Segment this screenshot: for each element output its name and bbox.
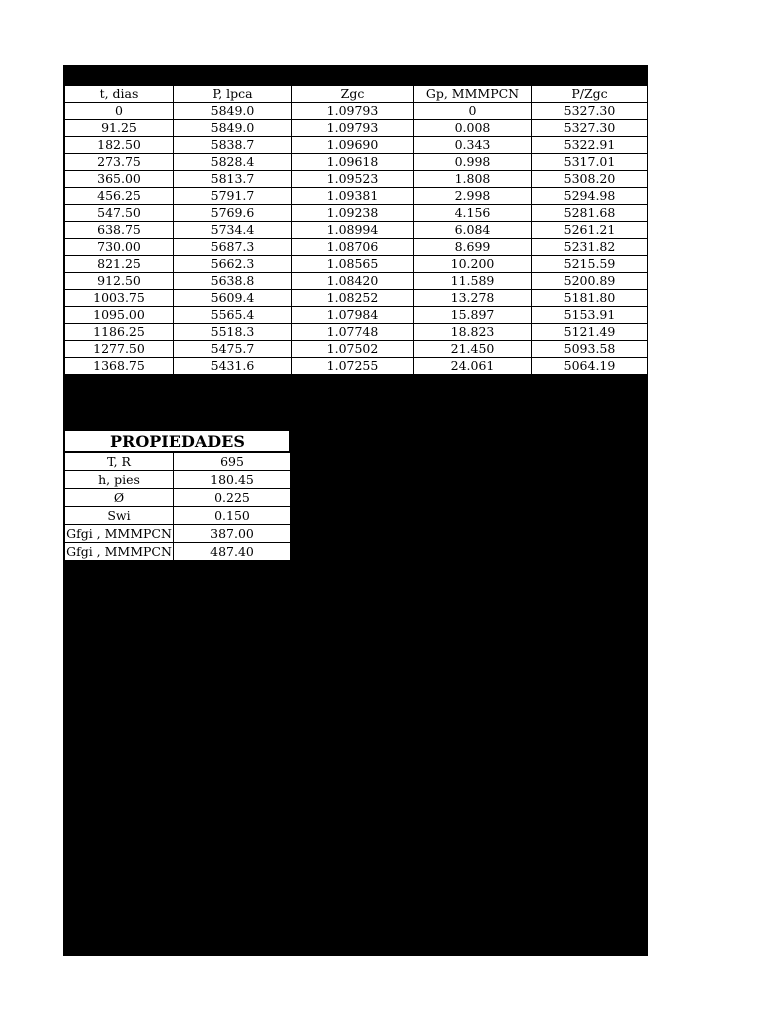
table-cell[interactable]: 2.998 (414, 188, 532, 205)
table-cell[interactable]: 5231.82 (532, 239, 648, 256)
table-row (65, 222, 648, 239)
table-cell[interactable]: 5322.91 (532, 137, 648, 154)
table-cell[interactable]: 5565.4 (174, 307, 292, 324)
table-cell[interactable]: 273.75 (65, 154, 174, 171)
table-cell[interactable]: 5849.0 (174, 120, 292, 137)
properties-title-cell[interactable] (64, 430, 290, 452)
properties-title: PROPIEDADES (110, 432, 245, 451)
table-cell[interactable]: 13.278 (414, 290, 532, 307)
table-row (65, 256, 648, 273)
table-cell[interactable]: 5121.49 (532, 324, 648, 341)
table-cell[interactable]: 5838.7 (174, 137, 292, 154)
property-label-cell[interactable]: Gfgi , MMMPCN (66, 525, 172, 541)
header-row (65, 86, 648, 103)
table-cell[interactable]: 821.25 (65, 256, 174, 273)
table-cell[interactable]: 5828.4 (174, 154, 292, 171)
table-cell[interactable]: 1.08706 (292, 239, 414, 256)
table-cell[interactable]: 1368.75 (65, 358, 174, 375)
table-cell[interactable]: 1.08420 (292, 273, 414, 290)
header-cell[interactable]: P, lpca (174, 86, 292, 103)
table-cell[interactable]: 5518.3 (174, 324, 292, 341)
table-cell[interactable]: 10.200 (414, 256, 532, 273)
table-row (65, 137, 648, 154)
header-cell[interactable]: P/Zgc (532, 86, 648, 103)
property-value-cell[interactable]: 487.40 (174, 543, 291, 561)
table-cell[interactable]: 1.07502 (292, 341, 414, 358)
table-cell[interactable]: 11.589 (414, 273, 532, 290)
table-row (65, 341, 648, 358)
table-cell[interactable]: 1.09690 (292, 137, 414, 154)
table-cell[interactable]: 1277.50 (65, 341, 174, 358)
table-cell[interactable]: 1.09381 (292, 188, 414, 205)
table-cell[interactable]: 1.09793 (292, 120, 414, 137)
table-cell[interactable]: 21.450 (414, 341, 532, 358)
table-cell[interactable]: 1186.25 (65, 324, 174, 341)
table-cell[interactable]: 4.156 (414, 205, 532, 222)
table-cell[interactable]: 5261.21 (532, 222, 648, 239)
table-cell[interactable]: 0.008 (414, 120, 532, 137)
table-cell[interactable]: 18.823 (414, 324, 532, 341)
table-row (65, 103, 648, 120)
table-cell[interactable]: 5475.7 (174, 341, 292, 358)
property-row (65, 543, 291, 561)
property-row (65, 489, 291, 507)
table-cell[interactable]: 1.09793 (292, 103, 414, 120)
table-cell[interactable]: 1003.75 (65, 290, 174, 307)
property-label-cell[interactable]: Ø (65, 489, 174, 507)
table-cell[interactable]: 1.07984 (292, 307, 414, 324)
table-cell[interactable]: 5791.7 (174, 188, 292, 205)
table-cell[interactable]: 5609.4 (174, 290, 292, 307)
table-cell[interactable]: 5153.91 (532, 307, 648, 324)
table-cell[interactable]: 5294.98 (532, 188, 648, 205)
property-row (65, 453, 291, 471)
table-cell[interactable]: 5734.4 (174, 222, 292, 239)
property-row (65, 471, 291, 489)
table-cell[interactable]: 5181.80 (532, 290, 648, 307)
table-cell[interactable]: 0.998 (414, 154, 532, 171)
table-row (65, 239, 648, 256)
table-row (65, 205, 648, 222)
property-value-cell[interactable]: 180.45 (174, 471, 291, 489)
property-label-cell[interactable]: h, pies (65, 471, 174, 489)
table-row (65, 171, 648, 188)
table-cell[interactable]: 1.08252 (292, 290, 414, 307)
header-cell[interactable]: t, dias (65, 86, 174, 103)
table-cell[interactable]: 1.08994 (292, 222, 414, 239)
table-cell[interactable]: 1.09618 (292, 154, 414, 171)
table-cell[interactable]: 1.808 (414, 171, 532, 188)
table-cell[interactable]: 5769.6 (174, 205, 292, 222)
table-cell[interactable]: 15.897 (414, 307, 532, 324)
table-cell[interactable]: 5431.6 (174, 358, 292, 375)
table-cell[interactable]: 1.07748 (292, 324, 414, 341)
table-row (65, 290, 648, 307)
table-cell[interactable]: 91.25 (65, 120, 174, 137)
table-cell[interactable]: 5638.8 (174, 273, 292, 290)
table-cell[interactable]: 1.07255 (292, 358, 414, 375)
table-cell[interactable]: 5308.20 (532, 171, 648, 188)
table-cell[interactable]: 0 (414, 103, 532, 120)
table-row (65, 358, 648, 375)
property-label-cell[interactable]: Gfgi , MMMPCN (66, 543, 172, 559)
table-cell[interactable]: 0.343 (414, 137, 532, 154)
table-row (65, 307, 648, 324)
header-cell[interactable]: Zgc (292, 86, 414, 103)
table-cell[interactable]: 1.09523 (292, 171, 414, 188)
property-label-cell[interactable]: Swi (65, 507, 174, 525)
table-cell[interactable]: 5327.30 (532, 103, 648, 120)
table-cell[interactable]: 5093.58 (532, 341, 648, 358)
property-value-cell[interactable]: 0.225 (174, 489, 291, 507)
table-cell[interactable]: 912.50 (65, 273, 174, 290)
table-row (65, 273, 648, 290)
property-value-cell[interactable]: 0.150 (174, 507, 291, 525)
property-value-cell[interactable]: 387.00 (174, 525, 291, 543)
table-cell[interactable]: 5281.68 (532, 205, 648, 222)
property-row (65, 525, 291, 543)
table-cell[interactable]: 5327.30 (532, 120, 648, 137)
table-cell[interactable]: 365.00 (65, 171, 174, 188)
property-value-cell[interactable]: 695 (174, 453, 291, 471)
property-label-cell[interactable]: T, R (65, 453, 174, 471)
table-row (65, 120, 648, 137)
table-cell[interactable]: 5662.3 (174, 256, 292, 273)
table-cell[interactable]: 5813.7 (174, 171, 292, 188)
table-cell[interactable]: 24.061 (414, 358, 532, 375)
table-cell[interactable]: 730.00 (65, 239, 174, 256)
table-row (65, 324, 648, 341)
table-cell[interactable]: 456.25 (65, 188, 174, 205)
header-cell[interactable]: Gp, MMMPCN (414, 86, 532, 103)
property-row (65, 507, 291, 525)
table-row (65, 188, 648, 205)
table-cell[interactable]: 6.084 (414, 222, 532, 239)
table-row (65, 154, 648, 171)
table-cell[interactable]: 638.75 (65, 222, 174, 239)
table-cell[interactable]: 1.09238 (292, 205, 414, 222)
table-cell[interactable]: 8.699 (414, 239, 532, 256)
table-cell[interactable]: 547.50 (65, 205, 174, 222)
table-cell[interactable]: 1095.00 (65, 307, 174, 324)
table-cell[interactable]: 182.50 (65, 137, 174, 154)
table-cell[interactable]: 5687.3 (174, 239, 292, 256)
production-data-table (64, 85, 648, 375)
table-cell[interactable]: 5317.01 (532, 154, 648, 171)
table-cell[interactable]: 5064.19 (532, 358, 648, 375)
table-cell[interactable]: 1.08565 (292, 256, 414, 273)
table-cell[interactable]: 5200.89 (532, 273, 648, 290)
table-cell[interactable]: 5215.59 (532, 256, 648, 273)
properties-table (64, 452, 291, 561)
table-cell[interactable]: 0 (65, 103, 174, 120)
table-cell[interactable]: 5849.0 (174, 103, 292, 120)
